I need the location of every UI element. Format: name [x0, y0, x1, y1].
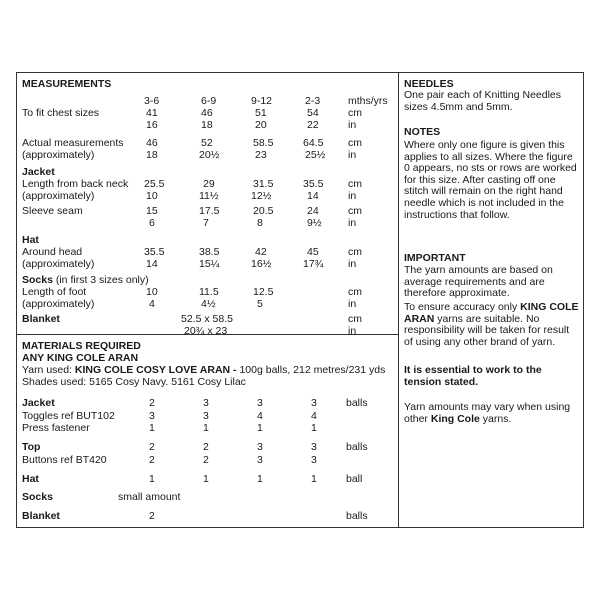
- mat-jacket-2: 3: [203, 397, 209, 409]
- actual-cm-1: 46: [146, 137, 158, 149]
- chest-cm-4: 54: [307, 107, 319, 119]
- hat-approx-label: (approximately): [22, 258, 95, 270]
- hat-cm-1: 35.5: [144, 246, 165, 258]
- chest-unit-in: in: [348, 119, 357, 131]
- actual-approx-label: (approximately): [22, 149, 95, 161]
- socks-title: Socks: [22, 274, 53, 286]
- size-1: 3-6: [144, 95, 160, 107]
- mat-top-4: 3: [311, 441, 317, 453]
- mat-top-3: 3: [257, 441, 263, 453]
- fastener-1: 1: [149, 422, 155, 434]
- mat-hat-4: 1: [311, 473, 317, 485]
- sleeve-cm-4: 24: [307, 205, 319, 217]
- mat-hat-label: Hat: [22, 473, 39, 485]
- socks-in-2: 4½: [201, 298, 216, 310]
- hat-in-3: 16½: [251, 258, 272, 270]
- blanket-in: 20¾ x 23: [184, 325, 228, 337]
- important-text-2-suffix: yarns are suitable. No responsibility will be taken for result of using any other brand of yarn.: [404, 312, 570, 348]
- yarn-vary-brand: King Cole: [430, 412, 480, 425]
- jacket-approx-label: (approximately): [22, 190, 95, 202]
- sleeve-cm-3: 20.5: [253, 205, 274, 217]
- important-text-2-brand: KING COLE ARAN: [404, 301, 579, 325]
- important-text-2: [404, 302, 580, 348]
- actual-cm-3: 58.5: [253, 137, 274, 149]
- important-text-1: The yarn amounts are based on average requirements and are therefore approximate.: [404, 264, 553, 300]
- hat-head-label: Around head: [22, 246, 83, 258]
- sizes-unit: mths/yrs: [348, 95, 388, 107]
- measurements-title: MEASUREMENTS: [22, 78, 112, 90]
- jacket-length-cm-2: 29: [203, 178, 215, 190]
- chest-cm-2: 46: [201, 107, 213, 119]
- needles-title: NEEDLES: [404, 78, 454, 90]
- shades-used: Shades used: 5165 Cosy Navy. 5161 Cosy Lilac: [22, 376, 246, 388]
- mat-blanket-label: Blanket: [22, 510, 60, 522]
- chest-cm-1: 41: [146, 107, 158, 119]
- socks-in-3: 5: [257, 298, 263, 310]
- jacket-length-in-3: 12½: [251, 190, 272, 202]
- yarn-detail: 100g balls, 212 metres/231 yds: [236, 364, 386, 376]
- actual-in-1: 18: [146, 149, 158, 161]
- mat-hat-2: 1: [203, 473, 209, 485]
- jacket-length-cm-1: 25.5: [144, 178, 165, 190]
- fastener-4: 1: [311, 422, 317, 434]
- mat-jacket-3: 3: [257, 397, 263, 409]
- materials-title: MATERIALS REQUIRED: [22, 340, 141, 352]
- chest-in-4: 22: [307, 119, 319, 131]
- actual-cm-4: 64.5: [303, 137, 324, 149]
- socks-title-note: (in first 3 sizes only): [52, 274, 149, 286]
- mat-hat-unit: ball: [346, 473, 363, 485]
- blanket-unit-in: in: [348, 325, 357, 337]
- actual-label: Actual measurements: [22, 137, 124, 149]
- hat-in-4: 17¾: [303, 258, 324, 270]
- mat-top-unit: balls: [346, 441, 368, 453]
- mat-jacket-1: 2: [149, 397, 155, 409]
- tension-note: It is essential to work to the tension stated.: [404, 364, 542, 388]
- sleeve-cm-1: 15: [146, 205, 158, 217]
- sleeve-in-3: 8: [257, 217, 263, 229]
- sleeve-in-4: 9½: [307, 217, 322, 229]
- socks-cm-2: 11.5: [199, 286, 219, 298]
- yarn-vary-note: [404, 402, 580, 425]
- size-2: 6-9: [201, 95, 217, 107]
- socks-approx-label: (approximately): [22, 298, 95, 310]
- jacket-length-in-1: 10: [146, 190, 158, 202]
- actual-in-2: 20½: [199, 149, 220, 161]
- socks-unit-in: in: [348, 298, 357, 310]
- blanket-cm: 52.5 x 58.5: [181, 313, 233, 325]
- foot-length-label: Length of foot: [22, 286, 87, 298]
- sleeve-in-1: 6: [149, 217, 155, 229]
- toggles-3: 4: [257, 410, 263, 422]
- socks-heading: [22, 275, 149, 286]
- actual-unit-cm: cm: [348, 137, 362, 149]
- socks-cm-1: 10: [146, 286, 158, 298]
- sleeve-unit-cm: cm: [348, 205, 362, 217]
- sleeve-in-2: 7: [203, 217, 209, 229]
- yarn-used: [22, 365, 385, 376]
- size-4: 2-3: [305, 95, 321, 107]
- hat-unit-cm: cm: [348, 246, 362, 258]
- mat-jacket-label: Jacket: [22, 397, 55, 409]
- jacket-length-cm-3: 31.5: [253, 178, 274, 190]
- actual-unit-in: in: [348, 149, 357, 161]
- jacket-length-in-2: 11½: [199, 190, 219, 202]
- blanket-unit-cm: cm: [348, 313, 362, 325]
- chest-in-3: 20: [255, 119, 267, 131]
- jacket-length-unit-cm: cm: [348, 178, 362, 190]
- buttons-3: 3: [257, 454, 263, 466]
- hat-in-2: 15¼: [199, 258, 220, 270]
- hat-cm-2: 38.5: [199, 246, 220, 258]
- chest-unit-cm: cm: [348, 107, 362, 119]
- chest-label: To fit chest sizes: [22, 107, 100, 119]
- yarn-prefix: Yarn used:: [22, 364, 75, 376]
- fastener-label: Press fastener: [22, 422, 90, 434]
- yarn-vary-prefix: Yarn amounts may vary when using other: [404, 401, 571, 425]
- jacket-length-in-4: 14: [307, 190, 319, 202]
- needles-text: One pair each of Knitting Needles sizes 4.5mm and 5mm.: [404, 89, 562, 113]
- buttons-1: 2: [149, 454, 155, 466]
- actual-cm-2: 52: [201, 137, 213, 149]
- chest-in-2: 18: [201, 119, 213, 131]
- hat-cm-4: 45: [307, 246, 319, 258]
- mat-hat-3: 1: [257, 473, 263, 485]
- sleeve-cm-2: 17.5: [199, 205, 220, 217]
- mat-jacket-unit: balls: [346, 397, 368, 409]
- notes-title: NOTES: [404, 126, 441, 138]
- hat-cm-3: 42: [255, 246, 267, 258]
- mat-jacket-4: 3: [311, 397, 317, 409]
- buttons-4: 3: [311, 454, 317, 466]
- mat-blanket-value: 2: [149, 510, 155, 522]
- important-title: IMPORTANT: [404, 252, 466, 264]
- materials-subtitle: ANY KING COLE ARAN: [22, 352, 139, 364]
- actual-in-3: 23: [255, 149, 267, 161]
- chest-cm-3: 51: [255, 107, 267, 119]
- mat-top-1: 2: [149, 441, 155, 453]
- hat-unit-in: in: [348, 258, 357, 270]
- socks-in-1: 4: [149, 298, 155, 310]
- buttons-2: 2: [203, 454, 209, 466]
- toggles-4: 4: [311, 410, 317, 422]
- jacket-title: Jacket: [22, 166, 55, 178]
- mat-top-2: 2: [203, 441, 209, 453]
- mat-blanket-unit: balls: [346, 510, 368, 522]
- blanket-title: Blanket: [22, 313, 60, 325]
- socks-cm-3: 12.5: [253, 286, 274, 298]
- jacket-length-label: Length from back neck: [22, 178, 129, 190]
- toggles-1: 3: [149, 410, 155, 422]
- mat-hat-1: 1: [149, 473, 155, 485]
- jacket-length-cm-4: 35.5: [303, 178, 324, 190]
- sleeve-unit-in: in: [348, 217, 357, 229]
- fastener-3: 1: [257, 422, 263, 434]
- chest-in-1: 16: [146, 119, 158, 131]
- yarn-vary-suffix: yarns.: [479, 412, 512, 425]
- size-3: 9-12: [251, 95, 273, 107]
- notes-text: Where only one figure is given this applies to all sizes. Where the figure 0 appears, no sts or rows are worked for this size. After casting off one stitch will remain on the right hand needle which is not included in the instructions that follow.: [404, 139, 577, 221]
- mat-socks-value: small amount: [118, 491, 181, 503]
- toggles-2: 3: [203, 410, 209, 422]
- hat-in-1: 14: [146, 258, 158, 270]
- column-divider: [398, 72, 399, 528]
- hat-title: Hat: [22, 234, 39, 246]
- yarn-name: KING COLE COSY LOVE ARAN -: [74, 364, 237, 376]
- mat-top-label: Top: [22, 441, 41, 453]
- toggles-label: Toggles ref BUT102: [22, 410, 115, 422]
- mat-socks-label: Socks: [22, 491, 53, 503]
- socks-unit-cm: cm: [348, 286, 362, 298]
- jacket-length-unit-in: in: [348, 190, 357, 202]
- important-text-2-prefix: To ensure accuracy only: [404, 301, 521, 313]
- buttons-label: Buttons ref BT420: [22, 454, 107, 466]
- fastener-2: 1: [203, 422, 209, 434]
- actual-in-4: 25½: [305, 149, 326, 161]
- sleeve-label: Sleeve seam: [22, 205, 83, 217]
